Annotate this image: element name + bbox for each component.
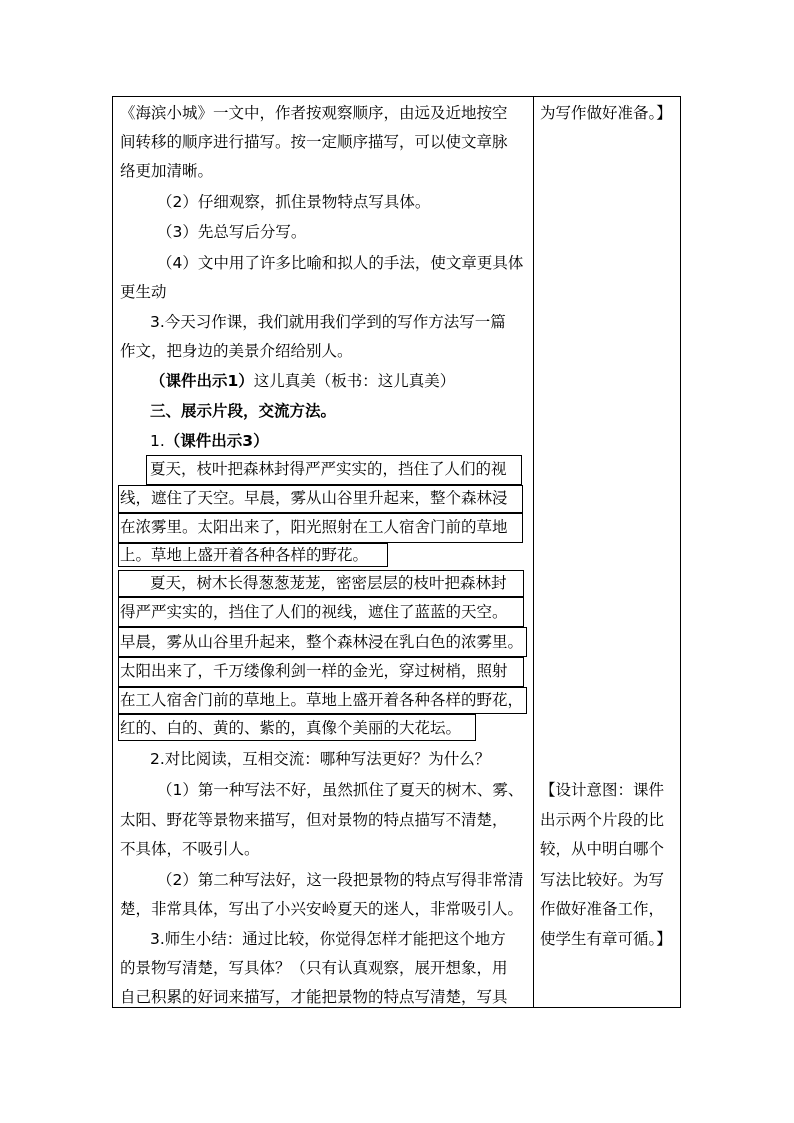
compare-line-8: 的景物写清楚，写具体？（只有认真观察，展开想象，用: [120, 959, 508, 977]
para1-line-3: 在浓雾里。太阳出来了，阳光照射在工人宿舍门前的草地: [120, 518, 508, 536]
compare-line-2: （1）第一种写法不好，虽然抓住了夏天的树木、雾、: [157, 781, 524, 799]
point-4-line-2: 更生动: [120, 283, 167, 301]
design-note-line-4: 写法比较好。为写: [540, 871, 665, 889]
para1-line-4: 上。草地上盛开着各种各样的野花。: [120, 546, 369, 564]
lesson-plan-table: [112, 96, 681, 1008]
para1-line-2: 线，遮住了天空。早晨，雾从山谷里升起来，整个森林浸: [120, 489, 508, 507]
design-note-line-3: 较，从中明白哪个: [540, 840, 665, 858]
para1-line-1: 夏天，枝叶把森林封得严严实实的，挡住了人们的视: [150, 460, 507, 478]
slide-3-line: [150, 431, 269, 451]
point-3: （3）先总写后分写。: [157, 223, 307, 241]
compare-line-3: 太阳、野花等景物来描写，但对景物的特点描写不清楚，: [120, 811, 508, 829]
compare-line-1: 2.对比阅读，互相交流：哪种写法更好？为什么？: [150, 750, 491, 768]
para2-line-5: 在工人宿舍门前的草地上。草地上盛开着各种各样的野花，: [120, 691, 524, 709]
step-3-line-1: 3.今天习作课，我们就用我们学到的写作方法写一篇: [150, 313, 506, 331]
compare-line-6: 楚，非常具体，写出了小兴安岭夏天的迷人，非常吸引人。: [120, 900, 524, 918]
slide-1-text: 这儿真美（板书：这儿真美）: [253, 372, 456, 390]
section-3-heading: 三、展示片段，交流方法。: [150, 402, 337, 420]
point-2: （2）仔细观察，抓住景物特点写具体。: [157, 193, 431, 211]
intro-line-3: 络更加清晰。: [120, 162, 214, 180]
compare-line-5: （2）第二种写法好，这一段把景物的特点写得非常清: [157, 871, 524, 889]
compare-line-9: 自己积累的好词来描写，才能把景物的特点写清楚，写具: [120, 988, 508, 1006]
para2-line-2: 得严严实实的，挡住了人们的视线，遮住了蓝蓝的天空。: [120, 603, 508, 621]
column-divider: [533, 97, 534, 1007]
para2-line-1: 夏天，树木长得葱葱茏茏，密密层层的枝叶把森林封: [150, 574, 507, 592]
design-note-line-1: 【设计意图：课件: [540, 781, 665, 799]
para2-line-6: 红的、白的、黄的、紫的，真像个美丽的大花坛。: [120, 719, 462, 737]
slide-1-line: [150, 371, 455, 391]
slide-3-number: 1.: [150, 432, 165, 450]
para2-line-4: 太阳出来了，千万缕像利剑一样的金光，穿过树梢，照射: [120, 662, 508, 680]
intro-line-1: 《海滨小城》一文中，作者按观察顺序，由远及近地按空: [120, 104, 508, 122]
right-top-note: 为写作做好准备。】: [540, 104, 672, 122]
compare-line-7: 3.师生小结：通过比较，你觉得怎样才能把这个地方: [150, 930, 506, 948]
point-4-line-1: （4）文中用了许多比喻和拟人的手法，使文章更具体: [157, 254, 524, 272]
intro-line-2: 间转移的顺序进行描写。按一定顺序描写，可以使文章脉: [120, 133, 508, 151]
design-note-line-6: 使学生有章可循。】: [540, 930, 672, 948]
step-3-line-2: 作文，把身边的美景介绍给别人。: [120, 342, 353, 360]
design-note-line-2: 出示两个片段的比: [540, 811, 665, 829]
slide-1-label: （课件出示1）: [150, 372, 254, 390]
compare-line-4: 不具体，不吸引人。: [120, 840, 260, 858]
design-note-line-5: 作做好准备工作，: [540, 900, 665, 918]
para2-line-3: 早晨，雾从山谷里升起来，整个森林浸在乳白色的浓雾里。: [120, 633, 524, 651]
slide-3-label: （课件出示3）: [164, 432, 269, 450]
